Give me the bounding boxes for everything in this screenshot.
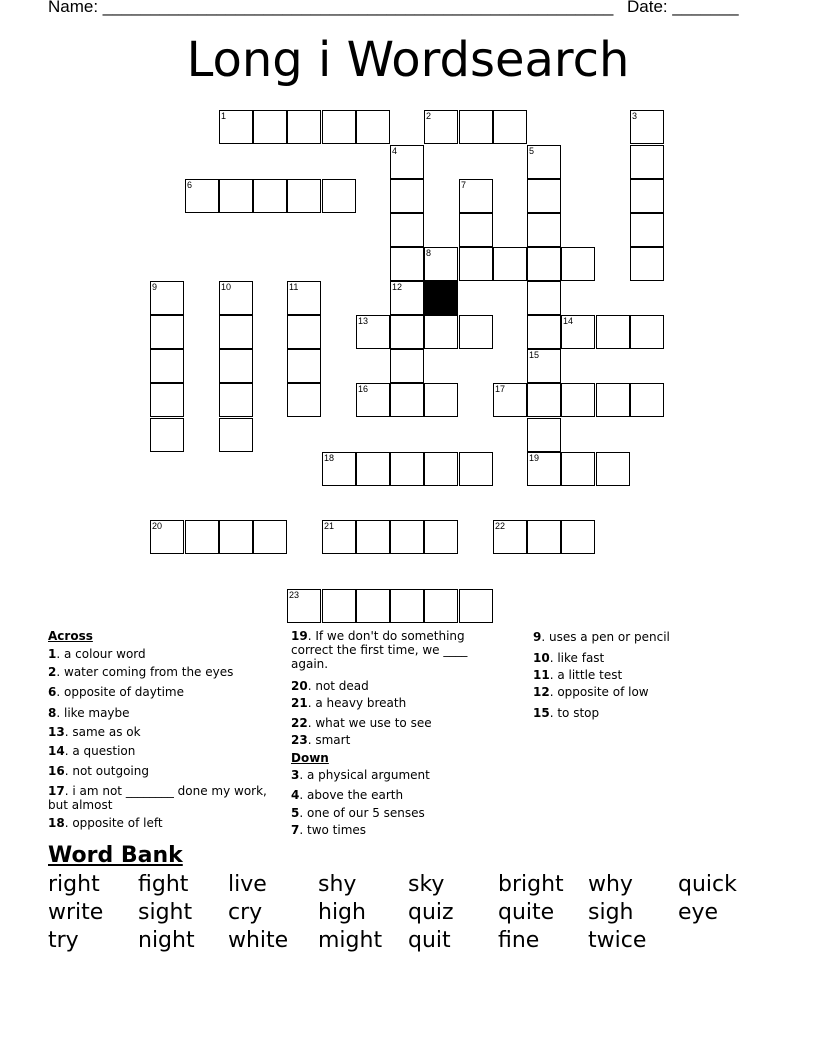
grid-cell[interactable] <box>390 349 424 383</box>
clue-number: 14 <box>563 316 574 326</box>
grid-cell[interactable] <box>493 520 527 554</box>
grid-cell[interactable] <box>356 452 390 486</box>
clue-down-3: 3. a physical argument <box>291 768 430 782</box>
clue-across-21: 21. a heavy breath <box>291 696 407 710</box>
word-bank-word: write <box>48 900 104 925</box>
word-bank-word: try <box>48 928 79 953</box>
word-bank-word: right <box>48 872 100 897</box>
grid-cell[interactable] <box>527 179 561 213</box>
grid-cell[interactable] <box>630 213 664 247</box>
clue-across-20: 20. not dead <box>291 679 369 693</box>
puzzle-title: Long i Wordsearch <box>186 32 630 88</box>
word-bank-word: sigh <box>588 900 634 925</box>
word-bank-word: twice <box>588 928 647 953</box>
grid-cell[interactable] <box>459 589 493 623</box>
grid-cell[interactable] <box>390 213 424 247</box>
clue-across-14: 14. a question <box>48 744 136 758</box>
clue-across-18: 18. opposite of left <box>48 816 163 830</box>
down-heading: Down <box>291 751 329 765</box>
grid-cell[interactable] <box>424 383 458 417</box>
clue-down-4: 4. above the earth <box>291 788 404 802</box>
word-bank-word: eye <box>678 900 719 925</box>
grid-cell[interactable] <box>322 520 356 554</box>
grid-cell[interactable] <box>150 418 184 452</box>
clue-across-6: 6. opposite of daytime <box>48 685 184 699</box>
clue-across-23: 23. smart <box>291 733 351 747</box>
grid-cell[interactable] <box>561 452 595 486</box>
grid-cell[interactable] <box>287 315 321 349</box>
word-bank-word: high <box>318 900 366 925</box>
grid-cell[interactable] <box>630 110 664 144</box>
word-bank-word: white <box>228 928 289 953</box>
clue-number: 18 <box>324 453 335 463</box>
grid-cell[interactable] <box>596 452 630 486</box>
clue-across-2: 2. water coming from the eyes <box>48 665 234 679</box>
clue-across-16: 16. not outgoing <box>48 764 149 778</box>
grid-cell[interactable] <box>390 383 424 417</box>
word-bank-word: fight <box>138 872 189 897</box>
grid-cell[interactable] <box>527 383 561 417</box>
grid-cell[interactable] <box>322 179 356 213</box>
word-bank-word: cry <box>228 900 263 925</box>
grid-cell[interactable] <box>356 110 390 144</box>
grid-cell[interactable] <box>424 520 458 554</box>
clue-across-19: 19. If we don't do something correct the first time, we ____ again. <box>291 629 468 671</box>
grid-cell[interactable] <box>630 145 664 179</box>
clue-number: 6 <box>187 180 193 190</box>
grid-cell[interactable] <box>424 452 458 486</box>
grid-cell[interactable] <box>219 179 253 213</box>
grid-cell[interactable] <box>219 349 253 383</box>
grid-cell[interactable] <box>253 179 287 213</box>
grid-cell[interactable] <box>493 247 527 281</box>
grid-cell[interactable] <box>219 383 253 417</box>
clue-down-10: 10. like fast <box>533 651 605 665</box>
grid-cell[interactable] <box>527 520 561 554</box>
grid-cell[interactable] <box>561 520 595 554</box>
grid-cell[interactable] <box>561 383 595 417</box>
grid-cell[interactable] <box>390 145 424 179</box>
black-square <box>424 281 458 315</box>
grid-cell[interactable] <box>287 281 321 315</box>
grid-cell[interactable] <box>150 520 184 554</box>
grid-cell[interactable] <box>459 315 493 349</box>
grid-cell[interactable] <box>390 589 424 623</box>
clue-number: 17 <box>495 384 506 394</box>
grid-cell[interactable] <box>493 110 527 144</box>
grid-cell[interactable] <box>630 315 664 349</box>
grid-cell[interactable] <box>390 179 424 213</box>
word-bank-word: night <box>138 928 195 953</box>
grid-cell[interactable] <box>459 213 493 247</box>
clue-down-15: 15. to stop <box>533 706 600 720</box>
grid-cell[interactable] <box>424 247 458 281</box>
clue-across-13: 13. same as ok <box>48 725 141 739</box>
grid-cell[interactable] <box>527 418 561 452</box>
grid-cell[interactable] <box>322 589 356 623</box>
clue-down-12: 12. opposite of low <box>533 685 649 699</box>
grid-cell[interactable] <box>287 589 321 623</box>
across-heading: Across <box>48 629 93 643</box>
word-bank-word: quiz <box>408 900 454 925</box>
clue-number: 8 <box>426 248 432 258</box>
word-bank-word: quite <box>498 900 555 925</box>
clue-number: 12 <box>392 282 403 292</box>
clue-down-11: 11. a little test <box>533 668 623 682</box>
grid-cell[interactable] <box>390 247 424 281</box>
grid-cell[interactable] <box>596 383 630 417</box>
grid-cell[interactable] <box>561 315 595 349</box>
grid-cell[interactable] <box>356 589 390 623</box>
grid-cell[interactable] <box>287 110 321 144</box>
grid-cell[interactable] <box>527 349 561 383</box>
grid-cell[interactable] <box>596 315 630 349</box>
grid-cell[interactable] <box>219 281 253 315</box>
grid-cell[interactable] <box>630 383 664 417</box>
clue-number: 13 <box>358 316 369 326</box>
grid-cell[interactable] <box>150 281 184 315</box>
grid-cell[interactable] <box>459 179 493 213</box>
grid-cell[interactable] <box>219 315 253 349</box>
clue-number: 22 <box>495 521 506 531</box>
grid-cell[interactable] <box>424 315 458 349</box>
word-bank-word: sky <box>408 872 445 897</box>
name-field-label: Name: ______________________________________________________ <box>48 0 614 16</box>
grid-cell[interactable] <box>219 110 253 144</box>
grid-cell[interactable] <box>493 383 527 417</box>
clue-across-22: 22. what we use to see <box>291 716 432 730</box>
word-bank-title: Word Bank <box>48 843 183 868</box>
clue-number: 20 <box>152 521 163 531</box>
grid-cell[interactable] <box>219 520 253 554</box>
grid-cell[interactable] <box>322 452 356 486</box>
word-bank-word: why <box>588 872 633 897</box>
clue-across-8: 8. like maybe <box>48 706 130 720</box>
clue-number: 15 <box>529 350 540 360</box>
grid-cell[interactable] <box>527 281 561 315</box>
grid-cell[interactable] <box>356 520 390 554</box>
grid-cell[interactable] <box>390 281 424 315</box>
clue-number: 4 <box>392 146 398 156</box>
date-field-label: Date: _______ <box>627 0 739 16</box>
clue-number: 9 <box>152 282 158 292</box>
clue-number: 2 <box>426 111 432 121</box>
clue-down-9: 9. uses a pen or pencil <box>533 630 670 644</box>
word-bank-word: shy <box>318 872 357 897</box>
grid-cell[interactable] <box>424 110 458 144</box>
grid-cell[interactable] <box>527 145 561 179</box>
grid-cell[interactable] <box>459 110 493 144</box>
grid-cell[interactable] <box>356 383 390 417</box>
grid-cell[interactable] <box>287 349 321 383</box>
grid-cell[interactable] <box>253 110 287 144</box>
grid-cell[interactable] <box>459 247 493 281</box>
word-bank-word: live <box>228 872 267 897</box>
grid-cell[interactable] <box>150 349 184 383</box>
grid-cell[interactable] <box>459 452 493 486</box>
clue-down-7: 7. two times <box>291 823 367 837</box>
grid-cell[interactable] <box>630 247 664 281</box>
grid-cell[interactable] <box>424 589 458 623</box>
clue-across-1: 1. a colour word <box>48 647 146 661</box>
clue-number: 10 <box>221 282 232 292</box>
grid-cell[interactable] <box>390 520 424 554</box>
grid-cell[interactable] <box>527 247 561 281</box>
grid-cell[interactable] <box>527 315 561 349</box>
grid-cell[interactable] <box>527 213 561 247</box>
word-bank-word: bright <box>498 872 564 897</box>
grid-cell[interactable] <box>527 452 561 486</box>
clue-number: 5 <box>529 146 535 156</box>
word-bank-word: might <box>318 928 383 953</box>
clue-number: 23 <box>289 590 300 600</box>
grid-cell[interactable] <box>287 383 321 417</box>
grid-cell[interactable] <box>185 520 219 554</box>
word-bank-word: sight <box>138 900 193 925</box>
clue-across-17: 17. i am not ________ done my work, but almost <box>48 784 267 812</box>
grid-cell[interactable] <box>253 520 287 554</box>
grid-cell[interactable] <box>219 418 253 452</box>
word-bank-word: quit <box>408 928 451 953</box>
grid-cell[interactable] <box>150 383 184 417</box>
clue-number: 11 <box>289 282 299 292</box>
clue-number: 21 <box>324 521 335 531</box>
word-bank-word: fine <box>498 928 540 953</box>
word-bank-word: quick <box>678 872 737 897</box>
clue-down-5: 5. one of our 5 senses <box>291 806 425 820</box>
grid-cell[interactable] <box>390 452 424 486</box>
grid-cell[interactable] <box>630 179 664 213</box>
grid-cell[interactable] <box>150 315 184 349</box>
clue-number: 19 <box>529 453 540 463</box>
grid-cell[interactable] <box>287 179 321 213</box>
clue-number: 7 <box>461 180 467 190</box>
grid-cell[interactable] <box>356 315 390 349</box>
clue-number: 3 <box>632 111 638 121</box>
clue-number: 1 <box>221 111 227 121</box>
grid-cell[interactable] <box>390 315 424 349</box>
clue-number: 16 <box>358 384 369 394</box>
grid-cell[interactable] <box>322 110 356 144</box>
grid-cell[interactable] <box>185 179 219 213</box>
grid-cell[interactable] <box>561 247 595 281</box>
